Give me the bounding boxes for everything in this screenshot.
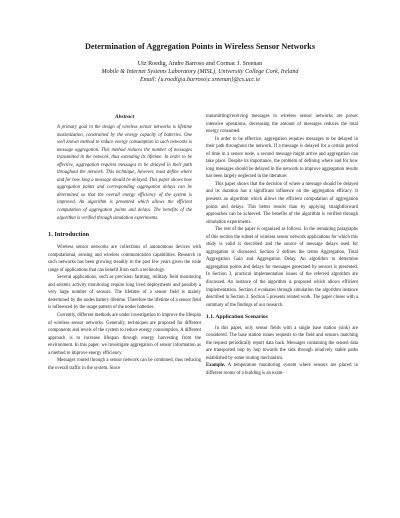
- author-affiliation: Mobile & Internet Systems Laboratory (MISL), University College Cork, Ireland: [101, 69, 299, 75]
- section-heading-introduction: 1. Introduction: [48, 231, 90, 239]
- intro-paragraph: Messages routed through a sensor network can be combined, thus reducing the overall traffic in the system. Since: [48, 358, 201, 371]
- intro-paragraph: Several applications, such as precision farming, military field monitoring and seismic activity monitoring require long lived deployments and possibly a very large number of sensors. The lifetime of a sensor field is mainly determined by the nodes battery lifetime. Therefore the lifetime of a sensor field is influenced by the usage pattern of the nodes batteries.: [48, 275, 201, 311]
- subsection-heading-application-scenarios: 1.1. Application Scenarios: [206, 314, 268, 321]
- body-paragraph: This paper shows that the decision of where a message should be delayed and its duration has a significant influence on the aggregation efficacy. It presents an algorithm which allows the efficient computation of aggregation points and delays. This better results than by applying straightforward approaches can be achieved. The benefits of the algorithm is verified through simulation experiments.: [206, 181, 358, 225]
- intro-paragraph: Currently, different methods are under investigation to improve the lifespan of wireless sensor networks. Generally, techniques are proposed for different components and levels of the system to reduce energy consumption. A different approach is to increase lifespan through energy harvesting from the environment. In this paper, we investigate aggregation of sensor information as a method to improve energy efficiency.: [48, 313, 201, 356]
- author-names: Utz Roedig, Andre Barroso and Cormac J. Sreenan: [137, 61, 263, 67]
- example-paragraph: [206, 362, 358, 377]
- body-paragraph: transmitting/receiving messages in wireless sensor networks are power intensive operations, decreasing the amount of messages reduces the total energy consumed.: [206, 114, 358, 135]
- author-email: Email: {u.roedig|a.barroso|c.sreenan}@cs.ucc.ie: [139, 77, 261, 83]
- abstract-text: A primary goal in the design of wireless sensor networks is lifetime maximization, constrained by the energy capacity of batteries. One well known method to reduce energy consumption in such networks is message aggregation. This method reduces the number of messages transmitted in the network, thus extending its lifetime. In order to be effective, aggregation requires messages to be delayed in their path throughout the network. This technique, however, must define where and for how long a message should be delayed. This paper shows how aggregation points and corresponding aggregation delays can be determined so that the overall energy efficiency of the system is improved. An algorithm is presented which allows the efficient computation of aggregation points and delays. The benefits of the algorithm is verified through simulation experiments.: [57, 125, 192, 221]
- body-paragraph: The rest of the paper is organized as follows. In the remaining paragraphs of this section the subset of wireless sensor network applications for which this study is valid is described and the source of message delays used for aggregation is discussed. Section 2 defines the terms Aggregation, Total Aggregation Gain and Aggregation Delay. An algorithm to determine aggregation points and delays for messages generated by sensors is presented. In Section 3, practical implementation issues of the referred algorithm are discussed. An instance of the algorithm is proposed which allows efficient implementation. Section 4 evaluates through simulation the algorithm instance described in Section 3. Section 5 presents related work. The paper closes with a summary of the findings of our research.: [206, 227, 358, 308]
- example-label: Example.: [206, 363, 226, 369]
- intro-paragraph: Wireless sensor networks are collections of autonomous devices with computational, sensing and wireless communication capabilities. Research in such networks has been growing steadily in the past few years given the wide range of applications that can benefit from such a technology.: [48, 245, 201, 273]
- left-column: [48, 113, 201, 372]
- example-text: A temperature monitoring system where sensors are placed in different rooms of a building is an exam-: [206, 363, 358, 376]
- abstract-heading: Abstract: [114, 114, 135, 120]
- right-column: [206, 113, 358, 378]
- body-paragraph: In this paper, only sensor fields with a single base station (sink) are considered. The base station issues requests to the field and sensors matching the request periodically report data back. Messages containing the sensed data are transported hop by hop towards the sink through relatively stable paths established by some routing mechanism.: [206, 325, 358, 361]
- body-paragraph: In order to be effective, aggregation requires messages to be delayed in their path throughout the network. If a message is delayed for a certain period of time in a sensor node, a second message might arrive and aggregation can take place. Despite its importance, the problem of defining where and for how long messages should be delayed in the network to improve aggregation results has been largely neglected in the literature.: [206, 136, 358, 180]
- author-block: [0, 60, 400, 84]
- paper-title: Determination of Aggregation Points in Wireless Sensor Networks: [84, 42, 316, 51]
